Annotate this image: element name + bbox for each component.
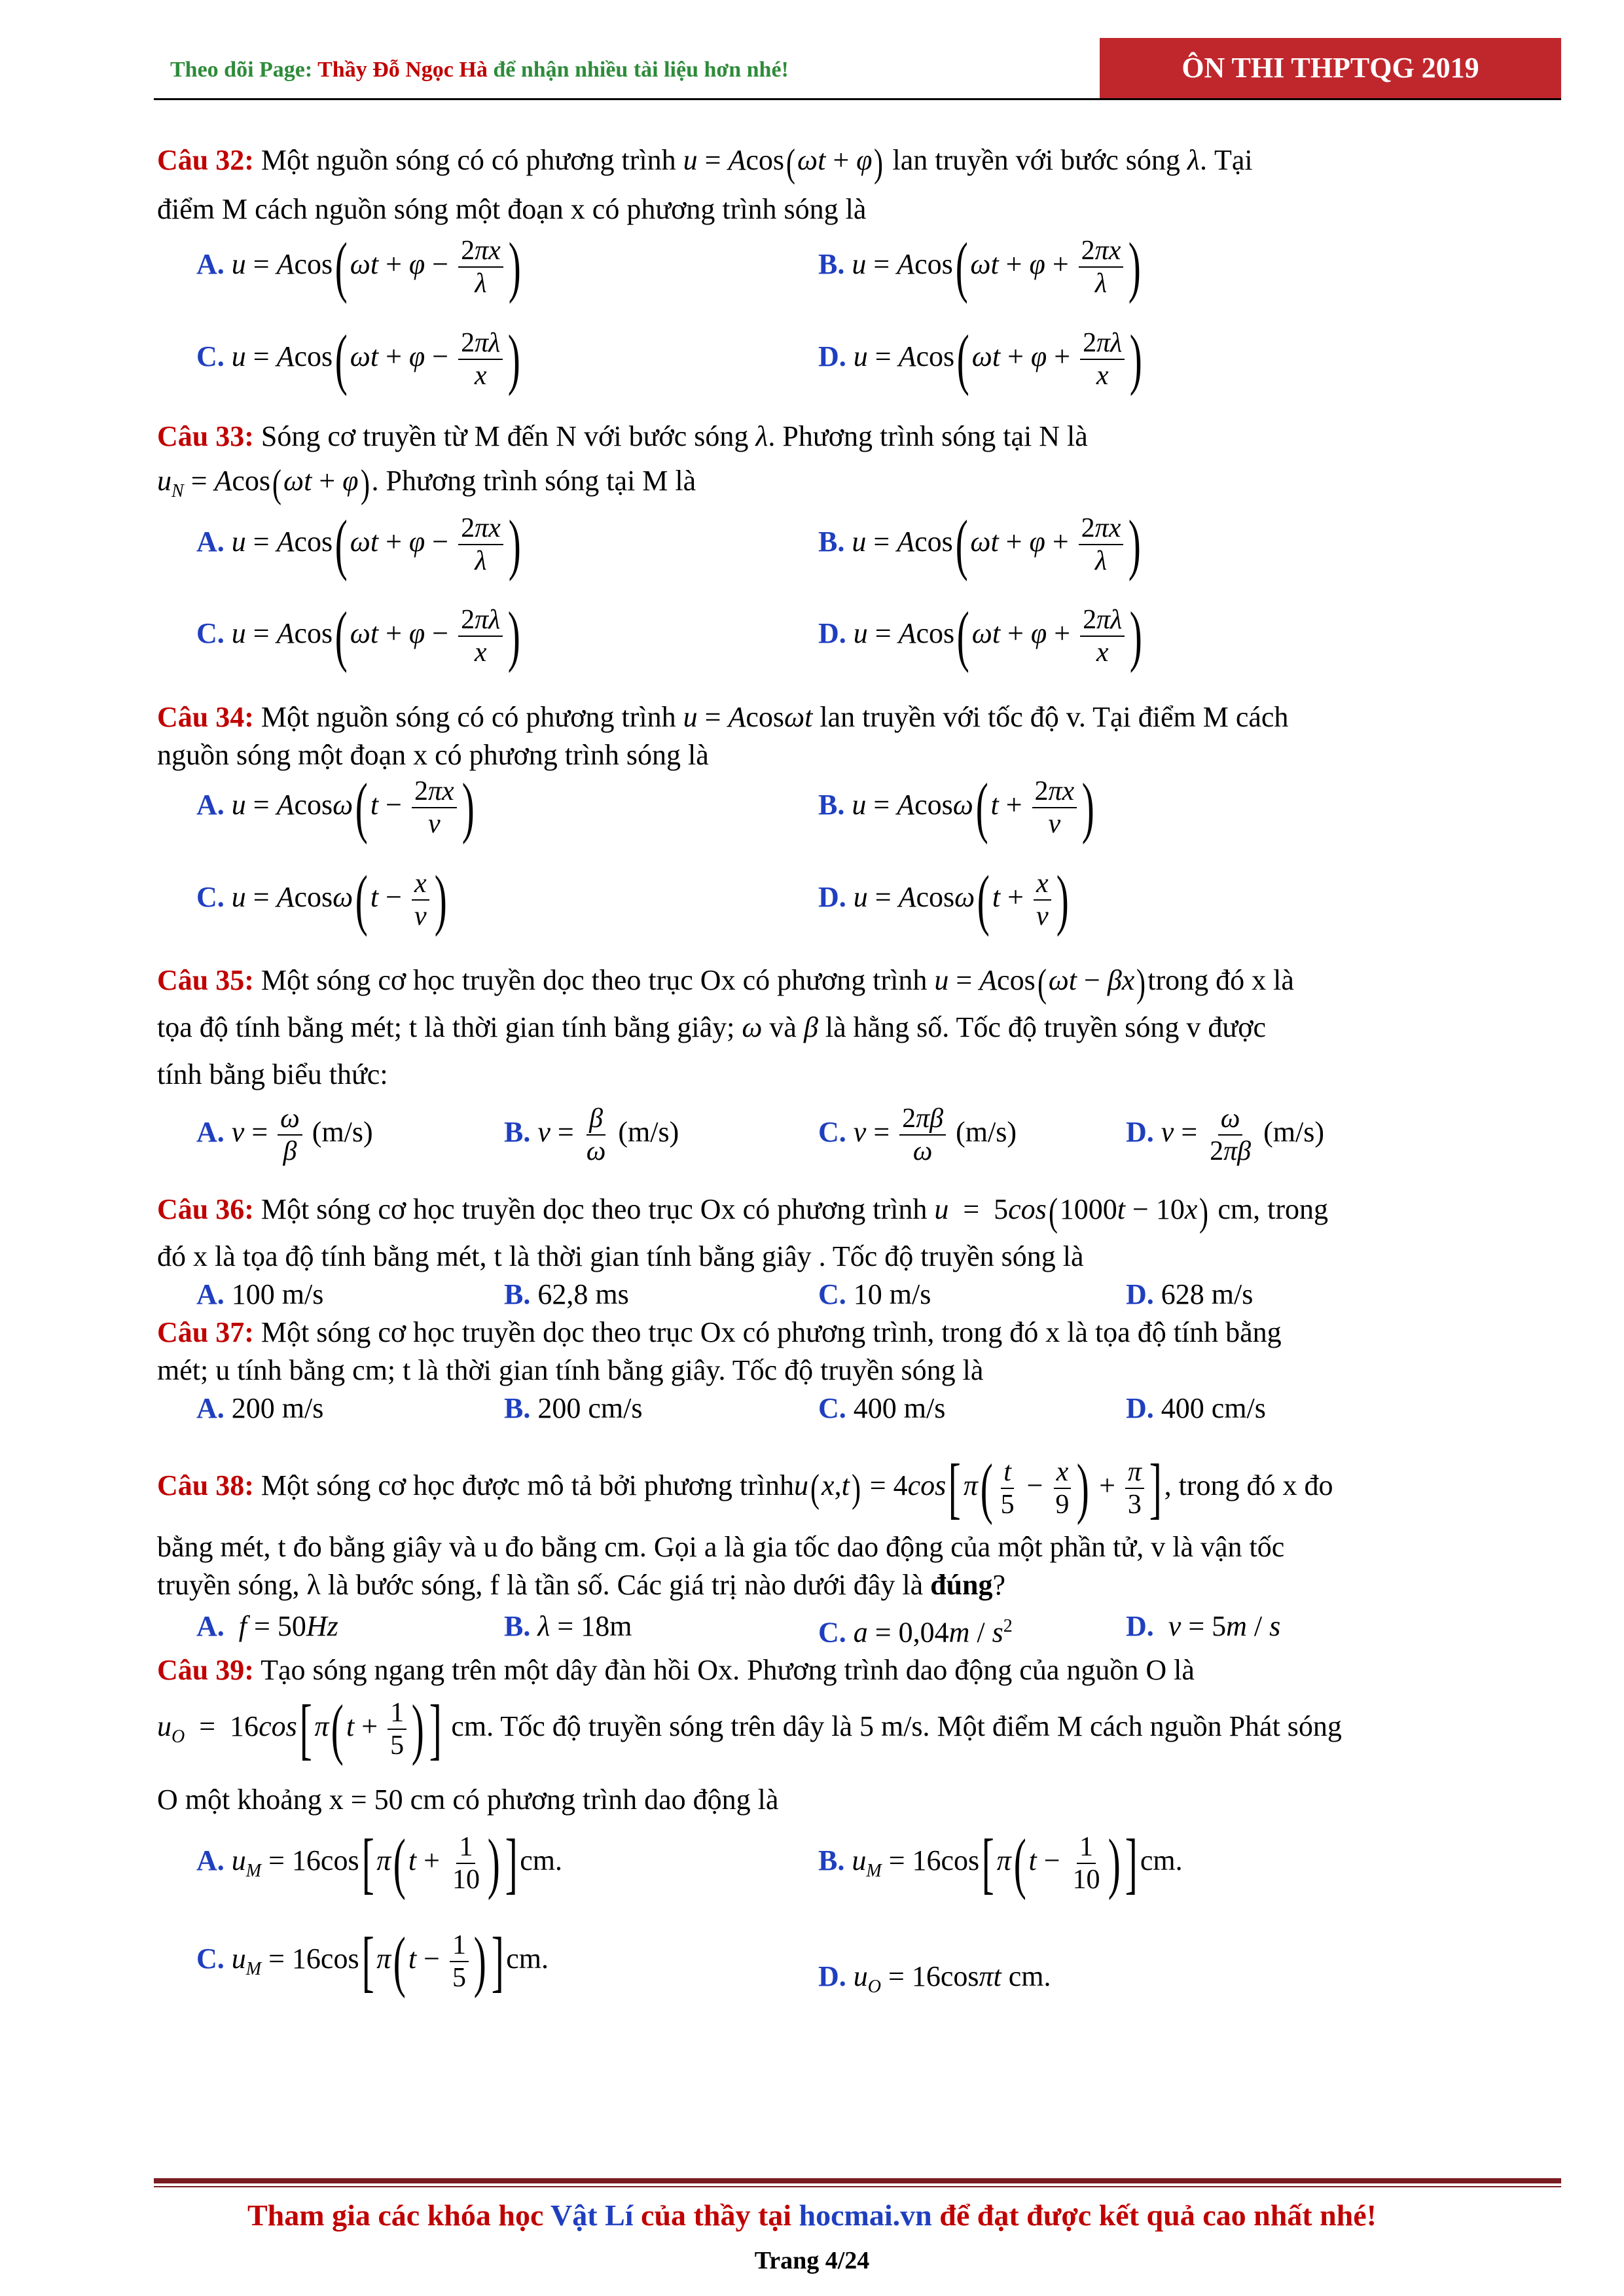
q38-option-c[interactable]: C. $a = 0,04m / s^2$	[818, 1616, 1013, 1649]
q34-option-c[interactable]: C. u = Acosω(t − $\frac{x}{v}$ )	[196, 862, 447, 937]
q38-text: truyền sóng,	[157, 1569, 307, 1601]
option-a-label: A.	[196, 1116, 225, 1149]
header-follow-text	[170, 58, 789, 82]
footer-text: của thầy tại	[633, 2198, 799, 2232]
follow-suffix: để nhận nhiều tài liệu hơn nhé!	[487, 58, 789, 82]
q39-option-b[interactable]: B. $u_M = 16\cos[\pi(t$ − $\frac{1}{10}$ )]cm.	[818, 1825, 1183, 1901]
q36-text: Một sóng cơ học truyền dọc theo trục Ox có phương trình	[253, 1193, 935, 1225]
q39-stem-line3: O một khoảng x = 50 cm có phương trình dao động là	[157, 1784, 779, 1816]
q36-text: 628 m/s	[1161, 1278, 1254, 1310]
q36-option-d[interactable]	[1126, 1275, 1253, 1314]
option-a-label: A.	[196, 248, 225, 281]
q33-stem-line2: $u_N = Acos(\omega t + \varphi)$. Phương trình sóng tại M là	[157, 461, 696, 505]
footer-divider-thick	[154, 2178, 1561, 2183]
q33-option-d[interactable]: D. u = Acos(ωt + φ + $\frac{2\pi\lambda}{x}$ )	[818, 598, 1143, 673]
option-b-label: B.	[504, 1610, 531, 1642]
q39-text: cm.	[520, 1844, 563, 1877]
q36-text: 100 m/s	[231, 1278, 324, 1310]
option-c-label: C.	[818, 1116, 846, 1149]
q38-stem-line1: Câu 38: Một sóng cơ học được mô tả bởi phương trìnhu(x,t) = 4cos[π( $\frac{t}{5}$ − $\frac{x}{9}$ ) + $\frac{\pi}{3}$ ], trong đó x đo	[157, 1450, 1333, 1526]
q37-option-d[interactable]	[1126, 1389, 1266, 1428]
q34-label: Câu 34:	[157, 701, 254, 733]
q34-text: Một nguồn sóng có có phương trình	[253, 701, 683, 733]
footer-subject: Vật Lí	[550, 2198, 634, 2232]
option-d-label: D.	[818, 881, 846, 914]
q36-stem-line2: đó x là tọa độ tính bằng mét, t là thời gian tính bằng giây . Tốc độ truyền sóng là	[157, 1240, 1084, 1272]
q36-label: Câu 36:	[157, 1193, 254, 1225]
q34-option-b[interactable]: B. u = Acosω(t + $\frac{2\pi x}{v}$ )	[818, 770, 1095, 845]
option-b-label: B.	[818, 789, 845, 821]
option-d-label: D.	[1126, 1278, 1154, 1310]
q33-text: . Phương trình sóng tại M là	[371, 465, 696, 497]
q34-text: lan truyền với tốc độ v. Tại điểm M cách	[812, 701, 1289, 733]
option-b-label: B.	[504, 1116, 531, 1149]
option-b-label: B.	[504, 1392, 531, 1424]
q32-option-a[interactable]: A. u = Acos(ωt + φ − $\frac{2\pi x}{\lambda}$ )	[196, 229, 521, 304]
q39-label: Câu 39:	[157, 1654, 254, 1686]
q37-option-c[interactable]	[818, 1389, 945, 1428]
q39-text: cm.	[506, 1943, 549, 1975]
option-d-label: D.	[818, 617, 846, 650]
q32-text: lan truyền với bước sóng	[885, 144, 1187, 176]
option-c-label: C.	[818, 1392, 846, 1424]
q32-stem-line1: Câu 32: Một nguồn sóng có có phương trình u = Acos(ωt + φ) lan truyền với bước sóng λ. Tại	[157, 141, 1253, 185]
q32-option-b[interactable]: B. u = Acos(ωt + φ + $\frac{2\pi x}{\lambda}$ )	[818, 229, 1142, 304]
q38-stem-line3: truyền sóng, λ là bước sóng, f là tần số. Các giá trị nào dưới đây là đúng?	[157, 1569, 1006, 1601]
option-c-label: C.	[818, 1278, 846, 1310]
q37-stem-line2: mét; u tính bằng cm; t là thời gian tính bằng giây. Tốc độ truyền sóng là	[157, 1354, 984, 1386]
option-d-label: D.	[818, 1960, 846, 1992]
q37-text: 200 cm/s	[537, 1392, 643, 1424]
q37-option-a[interactable]	[196, 1389, 323, 1428]
header-divider	[154, 98, 1561, 100]
q39-text: cm.	[1140, 1844, 1183, 1877]
option-c-label: C.	[196, 617, 225, 650]
q36-text: 10 m/s	[853, 1278, 931, 1310]
q37-text: Một sóng cơ học truyền dọc theo trục Ox có phương trình, trong đó x là tọa độ tính bằng	[253, 1316, 1282, 1348]
q38-text: m	[609, 1610, 632, 1642]
option-d-label: D.	[818, 340, 846, 373]
q35-option-b[interactable]: B. v = $\frac{\beta}{\omega}$ (m/s)	[504, 1103, 679, 1166]
option-a-label: A.	[196, 1392, 225, 1424]
q34-stem-line2: nguồn sóng một đoạn x có phương trình sóng là	[157, 739, 709, 771]
q35-text: và	[762, 1011, 804, 1043]
q38-option-d[interactable]: D. v = 5m / s	[1126, 1610, 1281, 1642]
q37-text: 400 m/s	[853, 1392, 946, 1424]
follow-prefix: Theo dõi Page:	[170, 58, 318, 82]
unit: (m/s)	[1263, 1116, 1324, 1149]
q37-text: 400 cm/s	[1161, 1392, 1266, 1424]
option-b-label: B.	[818, 248, 845, 281]
option-a-label: A.	[196, 789, 225, 821]
q36-text: 62,8 ms	[537, 1278, 629, 1310]
q35-stem-line2: tọa độ tính bằng mét; t là thời gian tính bằng giây; ω và β là hằng số. Tốc độ truyền sóng v được	[157, 1011, 1267, 1043]
q37-label: Câu 37:	[157, 1316, 254, 1348]
q39-text: cm. Tốc độ truyền sóng trên dây là 5 m/s. Một điểm M cách nguồn Phát sóng	[444, 1710, 1342, 1743]
q34-option-a[interactable]: A. u = Acosω(t − $\frac{2\pi x}{v}$ )	[196, 770, 475, 845]
q36-option-c[interactable]	[818, 1275, 931, 1314]
q33-option-c[interactable]: C. u = Acos(ωt + φ − $\frac{2\pi\lambda}{x}$ )	[196, 598, 521, 673]
footer-site-link[interactable]: hocmai.vn	[799, 2198, 932, 2232]
q38-option-b[interactable]: B. λ = 18m	[504, 1610, 632, 1642]
q34-stem-line1: Câu 34: Một nguồn sóng có có phương trình u = Acosωt lan truyền với tốc độ v. Tại điểm M cách	[157, 701, 1289, 733]
q38-text: , trong đó x đo	[1164, 1469, 1333, 1502]
q36-text: cm, trong	[1210, 1193, 1329, 1225]
option-b-label: B.	[818, 526, 845, 558]
q35-text: trong đó x là	[1147, 964, 1294, 996]
footer-text: Tham gia các khóa học	[247, 2198, 551, 2232]
q35-stem-line3: tính bằng biểu thức:	[157, 1058, 388, 1090]
option-c-label: C.	[196, 340, 225, 373]
q35-stem-line1: Câu 35: Một sóng cơ học truyền dọc theo trục Ox có phương trình u = Acos(ωt − βx)trong đó x là	[157, 961, 1294, 1005]
q35-text: tọa độ tính bằng mét; t là thời gian tính bằng giây;	[157, 1011, 742, 1043]
option-b-label: B.	[504, 1278, 531, 1310]
option-a-label: A.	[196, 1610, 225, 1642]
footer-promo	[0, 2198, 1624, 2233]
q33-option-a[interactable]: A. u = Acos(ωt + φ − $\frac{2\pi x}{\lambda}$ )	[196, 507, 521, 582]
q38-stem-line2: bằng mét, t đo bằng giây và u đo bằng cm. Gọi a là gia tốc dao động của một phần tử, v là vận tốc	[157, 1531, 1285, 1563]
unit: (m/s)	[312, 1116, 373, 1149]
page-name-link[interactable]: Thầy Đỗ Ngọc Hà	[317, 58, 488, 82]
q39-option-c[interactable]: C. $u_M = 16\cos[\pi(t$ − $\frac{1}{5}$ )]cm.	[196, 1924, 549, 1999]
q38-option-a[interactable]: A. f = 50Hz	[196, 1610, 338, 1642]
q32-text: . Tại	[1199, 144, 1253, 176]
option-d-label: D.	[1126, 1116, 1154, 1149]
option-c-label: C.	[196, 1943, 225, 1975]
q32-label: Câu 32:	[157, 144, 254, 176]
q35-option-a[interactable]: A. v = $\frac{\omega}{\beta}$ (m/s)	[196, 1103, 373, 1166]
option-c-label: C.	[818, 1616, 846, 1649]
q35-option-d[interactable]: D. v = $\frac{\omega}{2\pi\beta}$ (m/s)	[1126, 1103, 1324, 1166]
q35-text: là hằng số. Tốc độ truyền sóng v được	[818, 1011, 1267, 1043]
q32-stem-line2: điểm M cách nguồn sóng một đoạn x có phương trình sóng là	[157, 193, 867, 225]
option-b-label: B.	[818, 1844, 845, 1877]
q33-label: Câu 33:	[157, 420, 254, 452]
q32-option-d[interactable]: D. u = Acos(ωt + φ + $\frac{2\pi\lambda}{x}$ )	[818, 321, 1143, 397]
footer-text: để đạt được kết quả cao nhất nhé!	[931, 2198, 1377, 2232]
footer-divider-thin	[154, 2186, 1561, 2187]
q36-option-b[interactable]	[504, 1275, 629, 1314]
q35-option-c[interactable]: C. v = $\frac{2\pi\beta}{\omega}$ (m/s)	[818, 1103, 1017, 1166]
option-a-label: A.	[196, 1844, 225, 1877]
option-a-label: A.	[196, 1278, 225, 1310]
q38-text: là bước sóng, f là tần số. Các giá trị nào dưới đây là	[320, 1569, 931, 1601]
q32-text: Một nguồn sóng có có phương trình	[253, 144, 683, 176]
q35-text: Một sóng cơ học truyền dọc theo trục Ox có phương trình	[253, 964, 935, 996]
q33-option-b[interactable]: B. u = Acos(ωt + φ + $\frac{2\pi x}{\lambda}$ )	[818, 507, 1142, 582]
q36-stem-line1: Câu 36: Một sóng cơ học truyền dọc theo trục Ox có phương trình u = 5cos(1000t − 10x) cm, trong	[157, 1190, 1329, 1234]
q35-label: Câu 35:	[157, 964, 254, 996]
q39-stem-line1	[157, 1651, 1195, 1690]
q34-option-d[interactable]: D. u = Acosω(t + $\frac{x}{v}$ )	[818, 862, 1069, 937]
q37-text: 200 m/s	[231, 1392, 324, 1424]
q39-option-d[interactable]: D. $u_O = 16\cos\pi t$ cm.	[818, 1960, 1051, 1997]
q38-text: đúng	[930, 1569, 993, 1601]
q36-option-a[interactable]	[196, 1275, 323, 1314]
option-d-label: D.	[1126, 1610, 1154, 1642]
exam-label-badge: ÔN THI THPTQG 2019	[1100, 38, 1561, 98]
q37-option-b[interactable]	[504, 1389, 642, 1428]
q37-stem-line1	[157, 1313, 1282, 1352]
q39-option-a[interactable]: A. $u_M = 16\cos[\pi(t$ + $\frac{1}{10}$ )]cm.	[196, 1825, 563, 1901]
q33-text: . Phương trình sóng tại N là	[768, 420, 1088, 452]
q33-stem-line1: Câu 33: Sóng cơ truyền từ M đến N với bước sóng λ. Phương trình sóng tại N là	[157, 420, 1088, 452]
q39-stem-line2: $u_O = 16\cos[\pi(t$ + $\frac{1}{5}$ )] cm. Tốc độ truyền sóng trên dây là 5 m/s. Một điểm M cách nguồn Phát sóng	[157, 1691, 1342, 1767]
unit: (m/s)	[956, 1116, 1017, 1149]
option-d-label: D.	[1126, 1392, 1154, 1424]
q32-option-c[interactable]: C. u = Acos(ωt + φ − $\frac{2\pi\lambda}{x}$ )	[196, 321, 521, 397]
unit: (m/s)	[618, 1116, 679, 1149]
option-c-label: C.	[196, 881, 225, 914]
q38-label: Câu 38:	[157, 1469, 254, 1502]
q38-text: ?	[992, 1569, 1006, 1601]
q33-text: Sóng cơ truyền từ M đến N với bước sóng	[253, 420, 756, 452]
page-number: Trang 4/24	[754, 2247, 870, 2274]
q39-text: Tạo sóng ngang trên một dây đàn hồi Ox. Phương trình dao động của nguồn O là	[253, 1654, 1195, 1686]
q38-text: Một sóng cơ học được mô tả bởi phương trình	[253, 1469, 795, 1502]
q39-text: cm.	[1008, 1960, 1051, 1992]
option-a-label: A.	[196, 526, 225, 558]
